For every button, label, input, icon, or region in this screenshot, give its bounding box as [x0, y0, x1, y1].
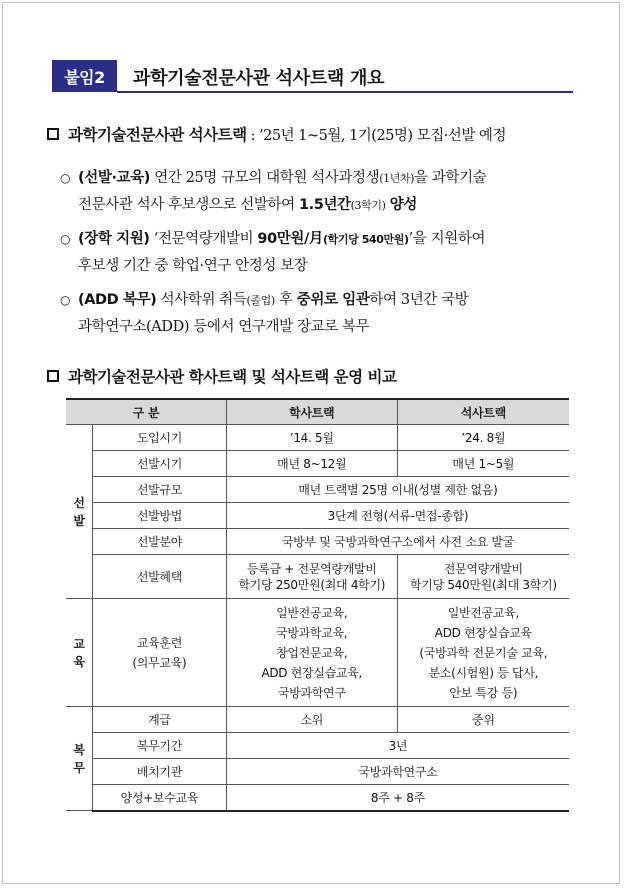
row-label: 선발시기 [92, 451, 226, 477]
row-label: 선발분야 [92, 529, 226, 555]
group-selection: 선 발 [66, 425, 92, 599]
table-cell: 국방과학연구소 [226, 759, 569, 785]
page-title: 과학기술전문사관 석사트랙 개요 [133, 68, 385, 89]
circle-bullet-icon: ○ [60, 232, 71, 246]
row-label: 선발방법 [92, 503, 226, 529]
table-row [66, 733, 569, 759]
circle-bullet-icon: ○ [60, 171, 71, 185]
table-cell: 일반전공교육, ADD 현장실습교육 (국방과학 전문기술 교육, 분소(시험원) 등 답사, 안보 특강 등) [397, 599, 569, 707]
title-underline [117, 91, 573, 93]
table-row [66, 529, 569, 555]
header-master: 석사트랙 [397, 399, 569, 425]
table-row [66, 425, 569, 451]
bullet-text: ’을 지원하여 [408, 231, 486, 247]
table-cell: 매년 트랙별 25명 이내(성별 제한 없음) [226, 477, 569, 503]
bullet-small-text: (1년차) [379, 172, 415, 185]
table-row [66, 555, 569, 599]
table-row [66, 451, 569, 477]
table-cell: 일반전공교육, 국방과학교육, 창업전문교육, ADD 현장실습교육, 국방과학연구 [226, 599, 397, 707]
bullet-selection [60, 165, 580, 219]
bullet-label: (ADD 복무) [78, 292, 157, 308]
table-cell: 소위 [226, 707, 397, 733]
bullet-text: 과학연구소(ADD) 등에서 연구개발 장교로 복무 [78, 319, 370, 335]
bullet-text: 을 과학기술 [414, 170, 487, 186]
table-cell: 3단계 전형(서류-면접-종합) [226, 503, 569, 529]
circle-bullet-icon: ○ [60, 293, 71, 307]
bullet-emphasis: 90만원/月 [257, 231, 324, 247]
checkbox-square-icon [47, 370, 59, 382]
bullet-service [60, 287, 580, 341]
bullet-emphasis: 양성 [389, 197, 417, 213]
row-label: 양성+보수교육 [92, 785, 226, 811]
attachment-badge: 붙임2 [52, 60, 117, 92]
comparison-table [66, 398, 569, 812]
bullet-text: 후 [274, 292, 297, 308]
header-category: 구 분 [66, 399, 226, 425]
bullet-text: 석사학위 취득 [156, 292, 247, 308]
table-row [66, 599, 569, 707]
table-cell: 매년 1~5월 [397, 451, 569, 477]
section2-heading [47, 365, 396, 387]
bullet-scholarship [60, 226, 580, 280]
section1-summary: : ’25년 1~5월, 1기(25명) 모집·선발 예정 [250, 127, 506, 144]
row-label: 복무기간 [92, 733, 226, 759]
table-header-row [66, 399, 569, 425]
table-row [66, 477, 569, 503]
bullet-emphasis: 1.5년간 [298, 197, 351, 213]
bullet-small-text: (졸업) [246, 294, 275, 307]
row-label: 교육훈련 (의무교육) [92, 599, 226, 707]
bullet-text: ‘전문역량개발비 [149, 231, 258, 247]
section1-title: 과학기술전문사관 석사트랙 [68, 126, 247, 144]
bullet-text: 후보생 기간 중 학업·연구 안정성 보장 [78, 258, 308, 274]
row-label: 도입시기 [92, 425, 226, 451]
bullet-label: (선발·교육) [78, 170, 150, 186]
header-bachelor: 학사트랙 [226, 399, 397, 425]
table-cell: 중위 [397, 707, 569, 733]
section2-title: 과학기술전문사관 학사트랙 및 석사트랙 운영 비교 [68, 368, 397, 386]
table-cell: 3년 [226, 733, 569, 759]
row-label: 선발혜택 [92, 555, 226, 599]
bullet-small-text: (3학기) [350, 199, 386, 212]
section1-heading [47, 123, 506, 145]
group-education: 교 육 [66, 599, 92, 707]
table-cell: ’24. 8월 [397, 425, 569, 451]
row-label: 선발규모 [92, 477, 226, 503]
checkbox-square-icon [47, 128, 59, 140]
bullet-text: 전문사관 석사 후보생으로 선발하여 [78, 197, 299, 213]
table-row [66, 785, 569, 811]
table-row [66, 759, 569, 785]
row-label: 배치기관 [92, 759, 226, 785]
table-cell: 국방부 및 국방과학연구소에서 사전 소요 발굴 [226, 529, 569, 555]
bullet-text: 하여 3년간 국방 [369, 292, 469, 308]
bullet-emphasis: 중위로 임관 [296, 292, 370, 308]
table-cell: 전문역량개발비 학기당 540만원(최대 3학기) [397, 555, 569, 599]
table-row [66, 503, 569, 529]
row-label: 계급 [92, 707, 226, 733]
bullet-emphasis-small: (학기당 540만원) [323, 233, 409, 246]
group-service: 복 무 [66, 707, 92, 811]
table-cell: ’14. 5월 [226, 425, 397, 451]
table-cell: 등록금 + 전문역량개발비 학기당 250만원(최대 4학기) [226, 555, 397, 599]
bullet-label: (장학 지원) [78, 231, 150, 247]
bullet-text: 연간 25명 규모의 대학원 석사과정생 [150, 170, 380, 186]
table-cell: 8주 + 8주 [226, 785, 569, 811]
table-cell: 매년 8~12월 [226, 451, 397, 477]
table-row [66, 707, 569, 733]
